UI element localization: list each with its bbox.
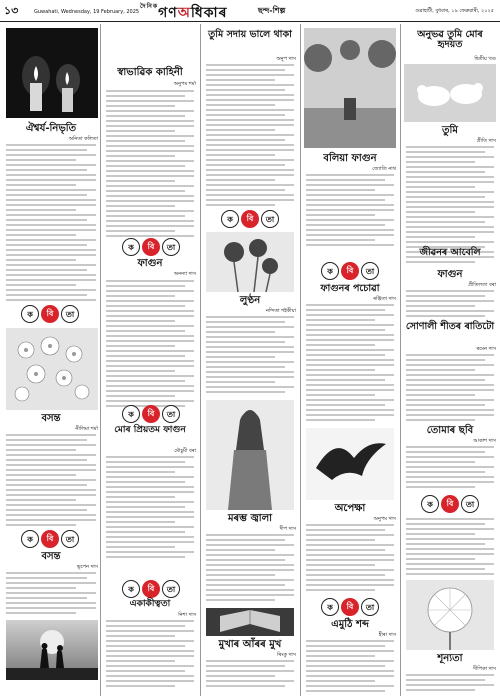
poem-author: নীলিমা শৰ্মা [75,426,98,432]
page-header [0,0,500,22]
flowers-illustration [6,328,98,410]
poem-body [6,434,96,529]
kobita-badge: ক বি তা [321,262,379,280]
poem-body [106,90,194,240]
poem-body [406,446,494,491]
poem-body [406,290,494,320]
poem-title: তুমি সদায় ভালে থাকা [208,29,292,40]
poem-title: মোৰ প্ৰিয়তম ফাগুন [114,425,186,435]
masthead-prefix: দৈনিক [140,3,159,10]
poem-author: দীপ দাস [279,526,296,532]
column-rule [100,24,101,696]
column-rule [400,24,401,696]
kobita-badge: ক বি তা [21,530,79,548]
poem-author: নিশা দাস [178,612,196,618]
poem-title: তুমি [442,125,458,136]
poem-title: লুণ্ঠন [239,295,261,306]
poem-title: সোণালী শীতৰ ৰাতিটো [405,321,495,332]
woman-image [206,400,294,510]
candles-illustration [6,28,98,118]
poem-author: দীপিকা দাস [473,666,496,672]
kobita-badge: ক বি তা [421,495,479,513]
poem-body [306,304,394,424]
poem-author: অনন্যা দাস [173,271,196,277]
poem-title: ফাগুন [437,269,463,280]
poem-author: নন্দিতা শইকীয়া [265,308,296,314]
poem-title: বসন্ত [41,551,61,562]
book-illustration [206,608,294,636]
poem-author: দ্বিতীয় খণ্ড [474,56,496,62]
kobita-badge: ক বি তা [321,598,379,616]
kobita-badge: ক বি তা [21,305,79,323]
poem-title: তোমাৰ ছবি [426,425,474,436]
poem-title: ফাগুন [137,258,163,269]
poem-author: ৰমেন দাস [476,346,496,352]
poem-author: ৰঞ্জিতা দাস [373,296,396,302]
book-image [206,608,294,636]
poem-body [406,354,494,424]
bird-illustration [306,428,394,500]
poem-author: ভূপেন দাস [76,564,98,570]
poem-title: ফাগুনৰ পচোৱা [320,283,380,294]
poem-title: স্বাভাৱিক কাহিনী [117,67,183,78]
english-dateline: Guwahati, Wednesday, 19 February, 2025 [34,9,140,15]
flowers-image [6,328,98,410]
poem-body [206,660,294,690]
roses-image [206,232,294,292]
poem-author: জ্যোতি নাথ [372,166,396,172]
poem-body [306,524,394,594]
poem-author: মৌচুমী বৰা [174,448,196,454]
poem-author: প্ৰীতিলতা বৰা [468,282,496,288]
poem-title: অপেক্ষা [334,503,366,514]
garden-image [304,28,396,148]
poem-body [406,518,494,578]
dandelion-illustration [406,580,494,650]
garden-illustration [304,28,396,148]
poem-title: বসন্ত [41,413,61,424]
local-dateline: গুৱাহাটী, বুধবাৰ, ১৯ ফেব্ৰুৱাৰী, ২০২৫ [415,8,494,14]
poem-body [106,280,194,410]
kobita-badge: ক বি তা [122,405,180,423]
poem-author: ৰিংকু দাস [277,652,296,658]
woman-illustration [206,400,294,510]
poem-title: বলিয়া ফাগুন [323,153,377,164]
poem-title: মুখাৰ আঁৰৰ মুখ [218,639,282,650]
silhouette-image [6,620,98,680]
poem-author: অনিতা কলিতা [68,136,98,142]
dandelion-image [406,580,494,650]
bird-image [306,428,394,500]
poem-body [206,316,294,396]
poem-title: শূন্যতা [437,653,463,664]
poem-body [6,572,96,617]
poem-author: অনুপম দাস [373,516,396,522]
doves-illustration [404,64,496,122]
poem-title: জীৱনৰ আবেলি [419,247,481,258]
masthead-right: ধিকাৰ [190,5,228,21]
column-rule [200,24,201,696]
kobita-badge: ক বি তা [122,580,180,598]
poem-body [206,64,294,209]
kobita-badge: ক বি তা [122,238,180,256]
masthead-left: গণ [158,5,178,21]
poem-author: আকাশ দাস [473,438,496,444]
kobita-badge: ক বি তা [221,210,279,228]
page-number: ১৩ [4,4,19,17]
poem-body [306,640,394,695]
poem-author: প্ৰীতি দাস [476,138,496,144]
poem-body [106,620,194,690]
poem-author: অনুপ দাস [276,56,296,62]
section-title: ছন্দ-শিল্প [258,6,286,15]
poem-body [106,456,194,561]
column-rule [300,24,301,696]
poem-body [6,144,96,304]
roses-illustration [206,232,294,292]
poem-body [406,674,494,694]
poem-author: হীৰা দাস [378,632,396,638]
masthead-mid: অ [177,5,191,21]
candles-image [6,28,98,118]
poem-title: ঐশ্বৰ্য-নিভৃতি [25,123,77,134]
poem-title: মৰম্ভ জ্বালা [227,513,273,524]
poem-title: এমুঠি শব্দ [331,619,369,630]
masthead [140,1,227,25]
poem-title: অনুভৱ তুমি মোৰ হৃদয়ত [417,29,483,50]
couple-silhouette-illustration [6,620,98,680]
doves-image [404,64,496,122]
poem-body [206,534,294,604]
poem-author: অনুপম শৰ্মা [173,81,196,87]
poem-body [306,174,394,249]
poem-title: একাকীত্বতা [129,599,171,609]
